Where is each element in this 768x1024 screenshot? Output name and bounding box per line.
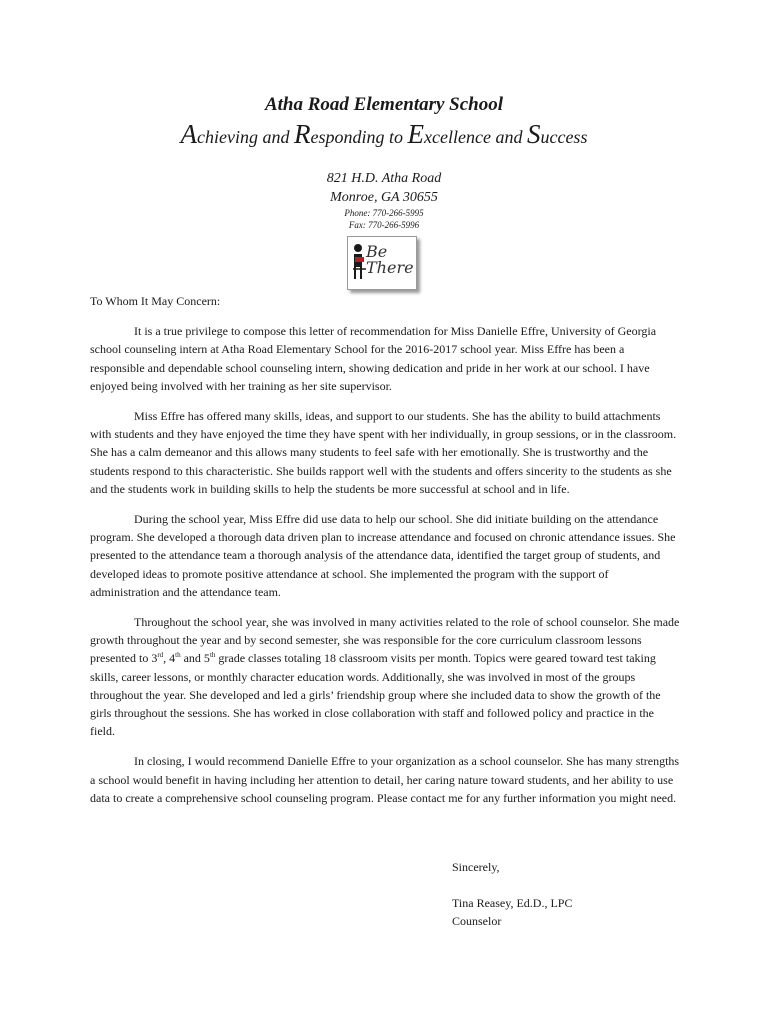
school-address (0, 169, 768, 207)
motto-initial-s: S (526, 119, 541, 149)
contact-fax: Fax: 770-266-5996 (348, 220, 420, 230)
motto-word-excellence: xcellence and (424, 127, 527, 147)
motto-word-responding: esponding to (310, 127, 408, 147)
paragraph-introduction: It is a true privilege to compose this letter of recommendation for Miss Danielle Effre, University of Georgia school counseling intern at Atha Road Elementary School for the 2016-2017 school year. Miss Effre has been a responsible and dependable school counseling intern, showing dedication and pride in her work at our school. I have enjoyed being involved with her training as her site supervisor. (90, 324, 657, 393)
paragraph-closing: In closing, I would recommend Danielle Effre to your organization as a school counselor. She has many strengths a school would benefit in having including her attention to detail, her caring nature toward students, and her ability to use data to create a comprehensive school counseling program. Please contact me for any further information you might need. (90, 754, 680, 805)
school-name: Atha Road Elementary School (264, 94, 504, 115)
motto-word-achieving: chieving and (197, 127, 295, 147)
activities-text-a: Throughout the school year, she was involved in many activities related to the role of school counselor. She made growth throughout the year and by second semester, she was responsible for the core curriculum classroom lessons presented to 3 (90, 615, 680, 666)
letterhead (0, 94, 768, 231)
paragraph-skills: Miss Effre has offered many skills, ideas, and support to our students. She has the ability to build attachments with students and they have enjoyed the time they have spent with her individually, in group sessions, or in the classroom. She has a calm demeanor and this allows many students to feel safe with her emotionally. She is trustworthy and the students respond to this characteristic. She builds rapport well with the students and offers sincerity to the students as she and the students work in building skills to help the students be more successful at school and in life. (90, 409, 677, 496)
paragraph-activities (90, 613, 680, 740)
motto-word-success: uccess (540, 127, 588, 147)
paragraph-data: During the school year, Miss Effre did use data to help our school. She did initiate building on the attendance program. She developed a thorough data driven plan to increase attendance and focused on chronic attendance issues. She presented to the attendance team a thorough analysis of the attendance data, identified the target group of students, and developed ideas to promote positive attendance at school. She implemented the program with the support of administration and the attendance team. (90, 512, 676, 599)
signature-block (452, 858, 572, 930)
ordinal-suffix-th-4: th (175, 651, 181, 660)
be-there-logo (347, 236, 417, 290)
ordinal-suffix-rd: rd (157, 651, 164, 660)
salutation: To Whom It May Concern: (90, 294, 221, 308)
motto-initial-a: A (180, 119, 198, 149)
letter-body (90, 292, 680, 819)
logo-line-there: There (366, 258, 414, 277)
logo-text (366, 244, 414, 276)
activities-text-d: grade classes totaling 18 classroom visits per month. Topics were geared toward test taking skills, career lessons, or monthly character education words. Additionally, she was involved in most of the groups throughout the year. She developed and led a girls’ friendship group where she included data to show the growth of the girls throughout the sessions. She has worked in close collaboration with staff and followed policy and practice in the field. (90, 651, 661, 739)
activities-text-c: and 5 (180, 651, 210, 666)
address-city: Monroe, GA 30655 (330, 190, 438, 205)
address-street: 821 H.D. Atha Road (326, 171, 442, 186)
signer-name: Tina Reasey, Ed.D., LPC (452, 896, 573, 910)
contact-phone: Phone: 770-266-5995 (344, 208, 424, 218)
ordinal-suffix-th-5: th (209, 651, 216, 660)
logo-line-be: Be (366, 242, 388, 261)
activities-text-b: , 4 (163, 651, 176, 666)
motto-initial-r: R (294, 119, 311, 149)
motto-initial-e: E (407, 119, 425, 149)
closing: Sincerely, (452, 860, 500, 874)
school-motto (0, 119, 768, 149)
signer-title: Counselor (452, 914, 502, 928)
